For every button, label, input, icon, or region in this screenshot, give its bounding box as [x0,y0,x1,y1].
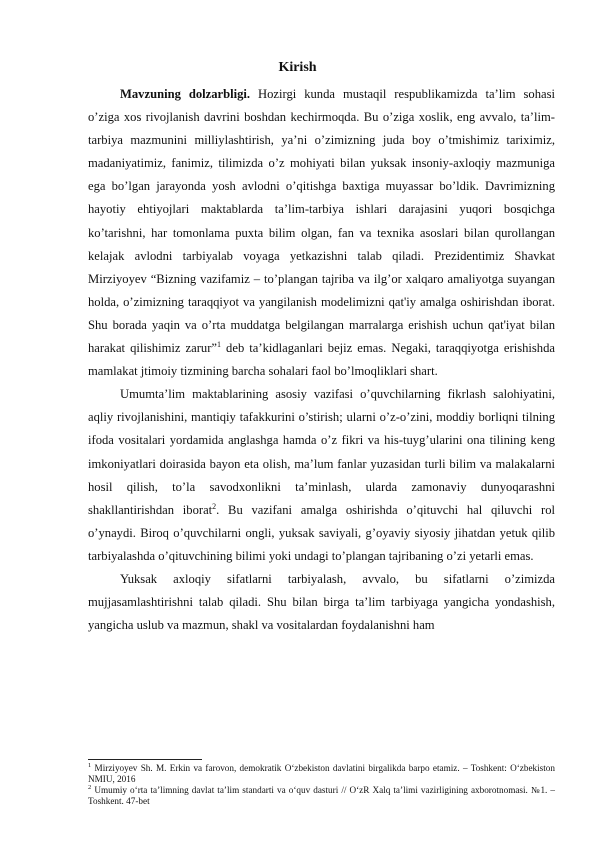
paragraph-lead: Mavzuning dolzarbligi. [120,87,251,101]
footnote-number: 2 [88,783,92,791]
paragraph-relevance [88,83,555,383]
footnote-divider [88,759,202,760]
paragraph-text: . Bu vazifani amalga oshirishda o’qituvchi hal qiluvchi rol o’ynaydi. Biroq o’quvchilarni ongli, yuksak saviyali, g’oyaviy siyosiy jihatdan yetuk qilib tarbiyalashda o’qituvchining bilimi yoki undagi to’plangan tajribaning o’zi yetarli emas. [88,502,555,563]
footnote-reference[interactable]: 1 [217,339,221,349]
footnote-reference[interactable]: 2 [212,501,217,511]
body-text [88,83,555,637]
paragraph-text: Hozirgi kunda mustaqil respublikamizda ta’lim sohasi o’ziga xos rivojlanish davrini boshdan kechirmoqda. Bu o’ziga xoslik, eng avvalo, ta’lim-tarbiya mazmunini milliylashtirish, ya’ni o’zimizning juda boy o’tmishimiz tariximiz, madaniyatimiz, fanimiz, tilimizda o’z mohiyati bilan yuksak insoniy-axloqiy mazmuniga ega bo’lgan jarayonda yosh avlodni o’qitishga baxtiga muyassar bo’ldik. Davrimizning hayotiy ehtiyojlari maktablarda ta’lim-tarbiya ishlari darajasini yuqori bosqichga ko’tarishni, har tomonlama puxta bilim olgan, fan va texnika asoslari bilan qurollangan kelajak avlodni tarbiyalab voyaga yetkazishni talab qiladi. Prezidentimiz Shavkat Mirziyoyev “Bizning vazifamiz – to’plangan tajriba va ilg’or xalqaro amaliyotga suyangan holda, o’zimizning taraqqiyot va yangilanish modelimizni qat'iy amalga oshirishdan iborat. Shu borada yaqin va o’rta muddatga belgilangan marralarga erishish uchun qat'iyat bilan harakat qilishimiz zarur” [88,87,555,356]
paragraph-schools [88,383,555,568]
paragraph-text: Umumta’lim maktablarining asosiy vazifasi o’quvchilarning fikrlash salohiyatini, aqliy rivojlanishini, mantiqiy tafakkurini o’stirish; ularni o’z-o’zini, moddiy borliqni tilning ifoda vositalari yordamida anglashga hamda o’z fikri va his-tuyg’ularini ona tilining keng imkoniyatlari doirasida bayon eta olish, ma’lum fanlar yuzasidan turli bilim va malakalarni hosil qilish, to’la savodxonlikni ta’minlash, ularda zamonaviy dunyoqarashni shakllantirishdan iborat [88,387,555,517]
page-title: Kirish [278,60,317,75]
footnote-text: Umumiy o‘rta ta’limning davlat ta’lim standarti va o‘quv dasturi // O‘zR Xalq ta’limi vazirligining axborotnomasi. №1. – Toshkent. 47-bet [88,785,555,806]
footnotes [88,763,555,807]
footnote [88,763,555,785]
footnote-text: Mirziyoyev Sh. M. Erkin va farovon, demokratik O‘zbekiston davlatini birgalikda barpo etamiz. – Toshkent: O‘zbekiston NMIU, 2016 [88,763,555,784]
paragraph-text: deb ta’kidlaganlari bejiz emas. Negaki, taraqqiyotga erishishda mamlakat jtimoiy tizmining barcha sohalari faol bo’lmoqliklari shart. [88,341,555,379]
footnote-number: 1 [88,761,92,769]
paragraph-text: Yuksak axloqiy sifatlarni tarbiyalash, avvalo, bu sifatlarni o’zimizda mujjasamlashtirishni talab qiladi. Shu bilan birga ta’lim tarbiyaga yangicha yondashish, yangicha uslub va mazmun, shakl va vositalardan foydalanishni ham [88,571,555,633]
footnote [88,785,555,807]
paragraph-moral [88,568,555,637]
